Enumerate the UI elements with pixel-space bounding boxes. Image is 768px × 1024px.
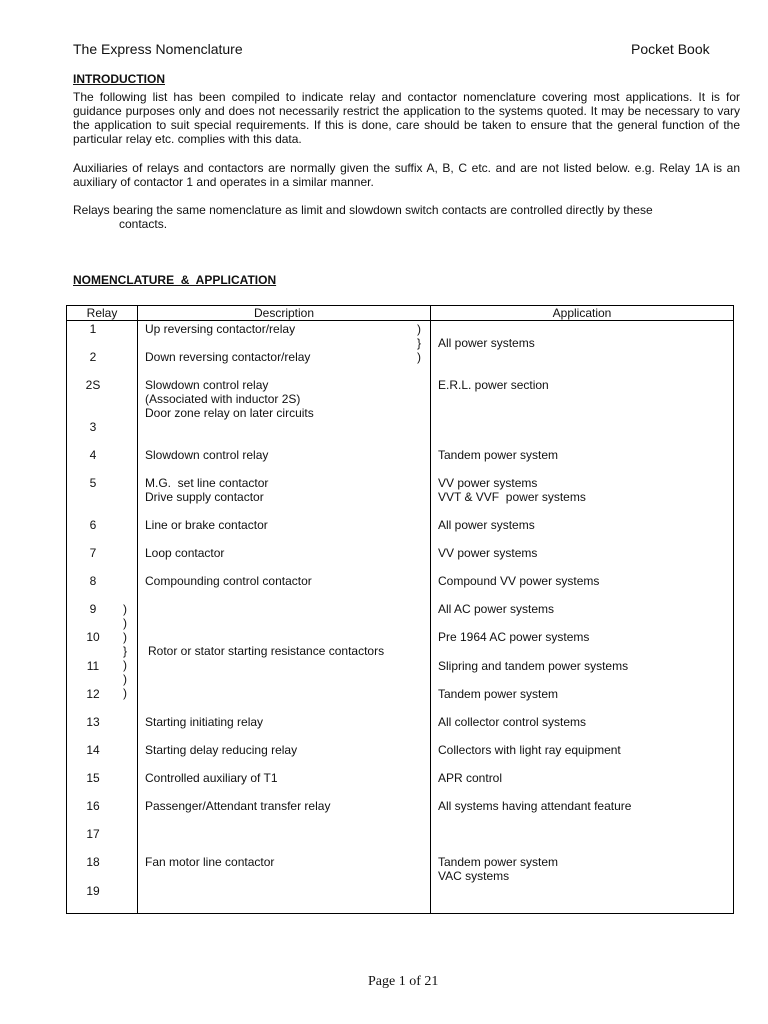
table-header-row (67, 306, 734, 321)
nomenclature-heading: NOMENCLATURE & APPLICATION (73, 273, 277, 287)
intro-paragraph-1: The following list has been compiled to indicate relay and contactor nomenclature covering most applications. It is for guidance purposes only and does not necessarily restrict the application to the systems quoted. It may be necessary to vary the application to suit special requirements. If this is done, care should be taken to ensure that the general function of the particular relay etc. complies with this data. (73, 90, 740, 146)
description-column (138, 321, 431, 914)
description-text: Starting delay reducing relay (145, 743, 298, 757)
application-text: VVT & VVF power systems (438, 490, 586, 504)
description-text: Slowdown control relay (145, 448, 269, 462)
relay-number: 15 (86, 771, 100, 785)
column-header-relay: Relay (67, 306, 138, 321)
description-text: Drive supply contactor (145, 490, 264, 504)
description-text: Passenger/Attendant transfer relay (145, 799, 331, 813)
relay-number: 5 (89, 476, 97, 490)
description-text: Rotor or stator starting resistance contactors (148, 644, 385, 658)
description-text: (Associated with inductor 2S) (145, 392, 301, 406)
bracket-mark: ) ) ) } ) ) ) (123, 602, 128, 700)
description-text: Compounding control contactor (145, 574, 312, 588)
application-text: Tandem power system (438, 448, 559, 462)
relay-number: 18 (86, 855, 100, 869)
bracket-mark: ) } ) (417, 322, 422, 364)
relay-number: 2S (85, 378, 101, 392)
application-text: VV power systems (438, 476, 538, 490)
relay-number: 1 (89, 322, 97, 336)
application-text: Tandem power system (438, 687, 559, 701)
application-text: E.R.L. power section (438, 378, 549, 392)
relay-column (67, 321, 138, 914)
relay-number: 17 (86, 827, 100, 841)
application-text: Collectors with light ray equipment (438, 743, 621, 757)
application-text: VAC systems (438, 869, 510, 883)
table-body-row (67, 321, 734, 914)
application-text: VV power systems (438, 546, 538, 560)
relay-number: 3 (89, 420, 97, 434)
relay-number: 4 (89, 448, 97, 462)
document-subtitle: Pocket Book (631, 41, 710, 57)
description-text: Starting initiating relay (145, 715, 264, 729)
application-text: All AC power systems (438, 602, 555, 616)
intro-paragraph-3-line-1: Relays bearing the same nomenclature as limit and slowdown switch contacts are controlled directly by these (73, 203, 653, 217)
application-text: All systems having attendant feature (438, 799, 632, 813)
relay-number: 2 (89, 350, 97, 364)
column-header-application: Application (431, 306, 734, 321)
application-text: Tandem power system (438, 855, 559, 869)
description-text: M.G. set line contactor (145, 476, 269, 490)
application-text: All collector control systems (438, 715, 587, 729)
description-text: Door zone relay on later circuits (145, 406, 314, 420)
application-text: Slipring and tandem power systems (438, 659, 629, 673)
description-text: Slowdown control relay (145, 378, 269, 392)
relay-number: 13 (86, 715, 100, 729)
relay-number: 11 (86, 659, 100, 673)
relay-number: 10 (86, 630, 100, 644)
column-header-description: Description (138, 306, 431, 321)
description-text: Fan motor line contactor (145, 855, 275, 869)
description-text: Line or brake contactor (145, 518, 268, 532)
intro-paragraph-3-line-2: contacts. (119, 217, 168, 231)
application-text: All power systems (438, 518, 535, 532)
intro-paragraph-2: Auxiliaries of relays and contactors are normally given the suffix A, B, C etc. and are not listed below. e.g. Relay 1A is an auxiliary of contactor 1 and operates in a similar manner. (73, 161, 740, 189)
application-column (431, 321, 734, 914)
intro-paragraph-3 (73, 203, 740, 231)
relay-number: 19 (86, 884, 100, 898)
relay-number: 16 (86, 799, 100, 813)
relay-number: 12 (86, 687, 100, 701)
application-text: All power systems (438, 336, 535, 350)
application-text: Pre 1964 AC power systems (438, 630, 590, 644)
description-text: Loop contactor (145, 546, 225, 560)
introduction-heading: INTRODUCTION (73, 72, 165, 86)
relay-number: 6 (89, 518, 97, 532)
relay-number: 14 (86, 743, 100, 757)
nomenclature-table (66, 305, 734, 914)
application-text: Compound VV power systems (438, 574, 600, 588)
page-number: Page 1 of 21 (368, 974, 439, 989)
relay-number: 7 (89, 546, 97, 560)
relay-number: 8 (89, 574, 97, 588)
description-text: Up reversing contactor/relay (145, 322, 296, 336)
application-text: APR control (438, 771, 503, 785)
description-text: Down reversing contactor/relay (145, 350, 311, 364)
document-title: The Express Nomenclature (73, 41, 243, 57)
relay-number: 9 (89, 602, 97, 616)
description-text: Controlled auxiliary of T1 (145, 771, 278, 785)
